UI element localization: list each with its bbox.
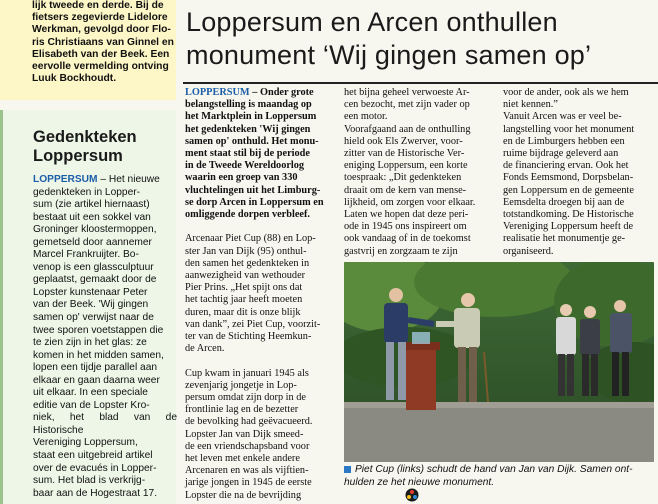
body-line: gastvrij en zorgzaam te zijn xyxy=(344,245,458,257)
body-line: de financiering ervan. Ook het xyxy=(503,160,629,172)
sidebar-body xyxy=(33,174,177,500)
body-line: Arcenaren en was als vijftien- xyxy=(185,465,309,477)
body-line: Vereniging Loppersum heeft de xyxy=(503,221,634,233)
person-leg xyxy=(398,342,406,400)
body-line: hield ook Els Zwerver, voor- xyxy=(344,135,463,147)
body-line: Vanuit Arcen was er veel be- xyxy=(503,111,622,123)
body-line: het leven met enkele andere xyxy=(185,453,300,465)
photo-caption xyxy=(344,464,654,489)
body-line: ode in 1945 ons inspireert om xyxy=(344,221,467,233)
sidebar-line: staat een uitgebreid artikel xyxy=(33,450,153,462)
body-line: Pier Prins. „Het spijt ons dat xyxy=(185,282,303,294)
lead-line: omliggende dorpen verbleef. xyxy=(185,209,310,221)
person-jacket xyxy=(454,308,480,348)
sidebar-line: gedenkteken in Lopper- xyxy=(33,186,141,198)
prev-line: Elisabeth van der Beek. Een xyxy=(32,48,170,60)
body-line: persum omdat zijn dorp in de xyxy=(185,392,306,404)
sidebar-line: sum (zie artikel hiernaast) xyxy=(33,199,150,211)
body-line: Voorafgaand aan de onthulling xyxy=(344,123,471,135)
caption-line: hulden ze het nieuwe monument. xyxy=(344,476,495,488)
body-line: Fonds Eemsmond, Dorpsbelan- xyxy=(503,172,634,184)
body-line: ruime bijdrage geleverd aan xyxy=(503,148,619,160)
bystander-head xyxy=(584,306,596,318)
body-line: voor de ander, ook als we hem xyxy=(503,87,629,98)
body-line: organiseerd. xyxy=(503,245,554,257)
lead-line: se dorp Arcen in Loppersum en xyxy=(185,196,324,208)
article-column-2 xyxy=(344,87,496,258)
bystander-body xyxy=(610,313,632,353)
body-line: Eemsdelta droegen bij aan de xyxy=(503,196,625,208)
body-line: den samen het gedenkteken in xyxy=(185,257,310,269)
body-line: gen Loppersum en de gemeente xyxy=(503,184,634,196)
bystander-leg xyxy=(591,354,598,396)
article-kicker: LOPPERSUM xyxy=(185,87,250,98)
lead-line: belangstelling is maandag op xyxy=(185,99,312,111)
lead-line: vluchtelingen uit het Limburg- xyxy=(185,184,321,196)
caption-line xyxy=(344,464,654,477)
bystander-body xyxy=(556,317,576,355)
bystander-head xyxy=(614,300,626,312)
monument-plinth xyxy=(406,348,436,410)
sidebar-line: bestaat uit een sokkel van xyxy=(33,211,151,223)
person-head xyxy=(389,288,403,302)
bystander-head xyxy=(560,304,572,316)
photo-illustration xyxy=(344,262,654,462)
lead-line: ment staat stil bij de periode xyxy=(185,148,310,160)
article-headline xyxy=(186,6,656,72)
person-arm xyxy=(408,320,434,324)
person-leg xyxy=(469,347,477,402)
sidebar-line: van der Beek. 'Wij gingen xyxy=(33,299,149,311)
body-line: frontlinie lag en de bezetter xyxy=(185,404,299,416)
sidebar-line: elkaar en gaan daarna weer xyxy=(33,374,160,386)
body-line: en de Limburgers hebben een xyxy=(503,135,625,147)
person-head xyxy=(461,293,475,307)
article-column-3 xyxy=(503,87,655,258)
body-line: ook vandaag of in de toekomst xyxy=(344,233,471,245)
bystander-leg xyxy=(567,354,574,396)
body-line: totstandkoming. De Historische xyxy=(503,209,634,221)
body-line: duren, maar dit is onze blijk xyxy=(185,306,301,318)
sidebar-line: baar aan de Hogestraat 17. xyxy=(33,487,158,499)
person-jacket xyxy=(384,303,408,343)
body-line: zevenjarig jongetje in Lop- xyxy=(185,379,297,391)
body-line: van dank”, zei Piet Cup, voorzit- xyxy=(185,318,321,330)
body-line: ster Jan van Dijk (95) onthul- xyxy=(185,245,307,257)
bystander-leg xyxy=(612,352,619,396)
prev-line: Werkman, gevolgd door Flo- xyxy=(32,24,171,36)
body-line: het tachtig jaar heeft moeten xyxy=(185,294,303,306)
sidebar-line: lopen een tijdje parallel aan xyxy=(33,362,158,374)
glass-sculpture xyxy=(412,332,430,344)
sidebar-line: komen in het midden samen, xyxy=(33,349,164,361)
sidebar-line: samen op' verwijst naar de xyxy=(33,312,154,324)
sidebar-line: Marcel Frankruijter. Bo- xyxy=(33,249,139,261)
caption-text: Piet Cup (links) schudt de hand van Jan van Dijk. Samen ont- xyxy=(355,464,633,475)
lead-line: samen op' onthuld. Het monu- xyxy=(185,135,319,147)
sidebar-line: Lopster kunstenaar Peter xyxy=(33,286,148,298)
sidebar-line: niek, het blad van de Historische xyxy=(33,412,177,436)
headline-line: Loppersum en Arcen onthullen xyxy=(186,7,558,37)
body-line: Arcenaar Piet Cup (88) en Lop- xyxy=(185,233,316,245)
sidebar-line xyxy=(33,174,177,187)
sidebar-line: geplaatst, gemaakt door de xyxy=(33,274,157,286)
body-line: lijkheid, om zorgen voor elkaar. xyxy=(344,196,476,208)
body-line: cen bezocht, met zijn vader op xyxy=(344,99,470,111)
body-line: toespraak: „Dit gedenkteken xyxy=(344,172,462,184)
body-line: niet kennen.” xyxy=(503,99,558,111)
lead-line-text: – Onder grote xyxy=(249,87,314,98)
bystander-leg xyxy=(558,354,565,396)
sidebar-kicker: LOPPERSUM xyxy=(33,174,98,185)
sidebar-line: editie van de Lopster Kro- xyxy=(33,399,150,411)
body-line: Laten we hopen dat deze peri- xyxy=(344,209,469,221)
body-line: de bevolking had geëvacueerd. xyxy=(185,416,313,428)
body-line: Lopster Jan van Dijk smeed- xyxy=(185,428,304,440)
lead-line: het Marktplein in Loppersum xyxy=(185,111,317,123)
sidebar-line: te zien zijn in het glas: ze xyxy=(33,337,147,349)
sidebar-line: sum. Het blad is verkrijg- xyxy=(33,475,146,487)
article-photo xyxy=(344,262,654,462)
sidebar-heading-line: Loppersum xyxy=(33,147,123,165)
sidebar-line: Groninger kloostermoppen, xyxy=(33,224,157,236)
prev-line: fietsers zegevierde Lidelore xyxy=(32,12,168,24)
sidebar-heading xyxy=(33,128,175,166)
prev-line: ris Christiaans van Ginnel en xyxy=(32,36,174,48)
prev-line: eervolle vermelding ontving xyxy=(32,61,169,73)
bystander-leg xyxy=(582,354,589,396)
body-line: de een vriendschapsband voor xyxy=(185,440,310,452)
curb xyxy=(344,402,654,408)
lead-line: het gedenkteken 'Wij gingen xyxy=(185,123,311,135)
sidebar-line: over de evacués in Lopper- xyxy=(33,462,157,474)
body-line: een motor. xyxy=(344,111,388,123)
headline-line: monument ‘Wij gingen samen op’ xyxy=(186,40,592,70)
lead-line: waarin een groep van 330 xyxy=(185,172,298,184)
body-line: zitter van de Historische Ver- xyxy=(344,148,465,160)
body-line: eniging Loppersum, een korte xyxy=(344,160,468,172)
body-line: realisatie het monumentje ge- xyxy=(503,233,626,245)
sidebar-heading-line: Gedenkteken xyxy=(33,128,137,146)
person-leg xyxy=(458,347,466,402)
body-line: langstelling voor het monument xyxy=(503,123,635,135)
caption-marker-icon xyxy=(344,466,351,473)
body-line: jarige jongen in 1945 de eerste xyxy=(185,477,312,489)
bystander-body xyxy=(580,319,600,355)
sidebar-line: Vereniging Loppersum, xyxy=(33,437,138,449)
body-line: aanwezigheid van wethouder xyxy=(185,270,306,282)
lead-line: in de Tweede Wereldoorlog xyxy=(185,160,305,172)
end-logo-icon xyxy=(405,488,419,502)
previous-article-text xyxy=(32,0,174,85)
bystander-leg xyxy=(622,352,629,396)
article-column-1 xyxy=(185,87,337,502)
prev-line: lijk tweede en derde. Bij de xyxy=(32,0,164,11)
sidebar-box xyxy=(0,110,176,504)
person-leg xyxy=(386,342,394,400)
sidebar-line: venop is een glassculptuur xyxy=(33,261,154,273)
pavement xyxy=(344,402,654,462)
sidebar-line: twee sporen voetstappen die xyxy=(33,324,164,336)
body-line: het bijna geheel verwoeste Ar- xyxy=(344,87,470,98)
sidebar-line: uit elkaar. In een speciale xyxy=(33,387,148,399)
sidebar-line-text: – Het nieuwe xyxy=(97,174,160,185)
sidebar-line: gemetseld door aannemer xyxy=(33,236,152,248)
previous-article-box xyxy=(0,0,176,100)
body-line: ter van de Stichting Heemkun- xyxy=(185,331,312,343)
prev-line: Luuk Bockhoudt. xyxy=(32,73,117,85)
body-line: Cup kwam in januari 1945 als xyxy=(185,367,309,379)
body-line: Lopster die na de bevrijding xyxy=(185,489,302,501)
headline-rule xyxy=(183,82,658,84)
lead-line xyxy=(185,87,337,99)
body-line: draait om de kern van mense- xyxy=(344,184,467,196)
body-line: de Arcen. xyxy=(185,343,225,355)
